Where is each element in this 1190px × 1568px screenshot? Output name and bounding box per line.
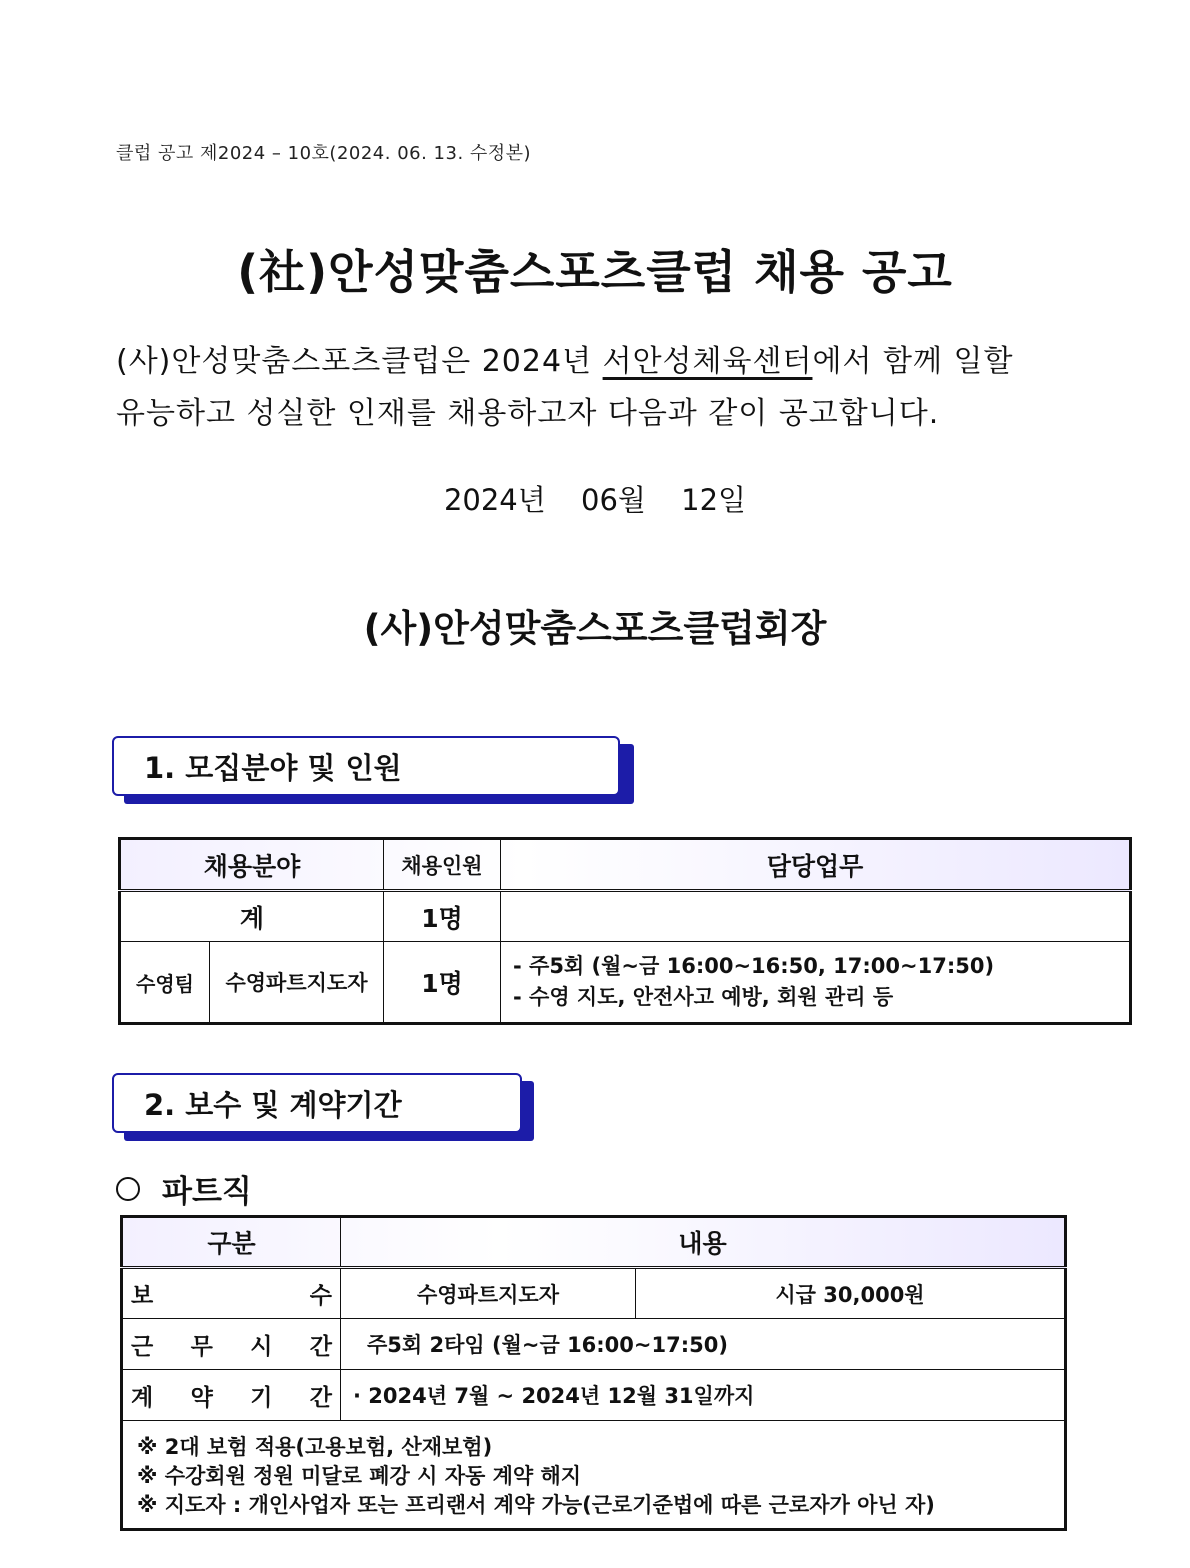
section-2-heading-box: [112, 1073, 522, 1133]
note-line: ※ 2대 보험 적용(고용보험, 산재보험): [137, 1435, 493, 1459]
col-header-count: 채용인원: [384, 839, 501, 891]
duties-cell: [501, 942, 1131, 1024]
note-line: ※ 지도자 : 개인사업자 또는 프리랜서 계약 가능(근로기준법에 따른 근로자가 아닌 자): [137, 1493, 935, 1517]
pay-position: 수영파트지도자: [341, 1268, 636, 1319]
col-header-content: 내용: [341, 1217, 1066, 1268]
count-cell: 1명: [384, 942, 501, 1024]
section-1-heading: [112, 736, 636, 806]
total-count: 1명: [384, 891, 501, 942]
label-char: 근: [131, 1333, 154, 1360]
pay-row: [122, 1268, 1066, 1319]
recruitment-table: [118, 837, 1132, 1025]
intro-paragraph: [116, 336, 1076, 440]
issuer: (사)안성맞춤스포츠클럽회장: [363, 607, 827, 650]
section-1-heading-box: [112, 736, 620, 796]
notes-cell: [122, 1421, 1066, 1530]
contract-label-spread: [123, 1379, 340, 1412]
label-char: 기: [250, 1384, 273, 1411]
pay-label: [122, 1268, 341, 1319]
contract-value: · 2024년 7월 ~ 2024년 12월 31일까지: [341, 1370, 1066, 1421]
label-char: 무: [190, 1333, 213, 1360]
label-char: 약: [190, 1384, 213, 1411]
notice-number: 클럽 공고 제2024 – 10호(2024. 06. 13. 수정본): [116, 143, 532, 164]
total-label: 계: [120, 891, 384, 942]
duty-line: - 주5회 (월~금 16:00~16:50, 17:00~17:50): [513, 954, 995, 978]
position-cell: 수영파트지도자: [210, 942, 384, 1024]
col-header-field: 채용분야: [120, 839, 384, 891]
label-char: 수: [309, 1283, 332, 1309]
hours-label: [122, 1319, 341, 1370]
hours-label-spread: [123, 1328, 340, 1361]
hours-value: 주5회 2타임 (월~금 16:00~17:50): [341, 1319, 1066, 1370]
label-char: 간: [309, 1333, 332, 1360]
label-char: 보: [131, 1283, 154, 1309]
section-2-heading: [112, 1073, 536, 1143]
table-header-row: [122, 1217, 1066, 1268]
pay-amount: 시급 30,000원: [636, 1268, 1066, 1319]
compensation-table: [120, 1215, 1067, 1531]
section-1-heading-text: 1. 모집분야 및 인원: [144, 750, 402, 785]
table-row: [120, 942, 1131, 1024]
hours-row: [122, 1319, 1066, 1370]
col-header-duties: 담당업무: [501, 839, 1131, 891]
note-line: ※ 수강회원 정원 미달로 폐강 시 자동 계약 해지: [137, 1464, 582, 1488]
col-header-category: 구분: [122, 1217, 341, 1268]
intro-venue: 서안성체육센터: [602, 344, 813, 379]
team-cell: 수영팀: [120, 942, 210, 1024]
table-header-row: [120, 839, 1131, 891]
section-2-heading-text: 2. 보수 및 계약기간: [144, 1087, 402, 1122]
contract-row: [122, 1370, 1066, 1421]
announcement-date: 2024년 06월 12일: [443, 483, 747, 517]
label-char: 간: [309, 1384, 332, 1411]
circle-bullet-icon: [116, 1177, 140, 1201]
page-title: (社)안성맞춤스포츠클럽 채용 공고: [237, 245, 953, 299]
pay-label-spread: [123, 1277, 340, 1310]
intro-text-b: 에서 함께 일할: [812, 344, 1014, 379]
notes-row: [122, 1421, 1066, 1530]
part-time-label: 파트직: [162, 1174, 252, 1210]
label-char: 계: [131, 1384, 154, 1411]
total-row: [120, 891, 1131, 942]
label-char: 시: [250, 1333, 273, 1360]
intro-text-a: (사)안성맞춤스포츠클럽은 2024년: [116, 344, 603, 379]
contract-label: [122, 1370, 341, 1421]
part-time-subheading: [116, 1166, 252, 1211]
intro-line-2: 유능하고 성실한 인재를 채용하고자 다음과 같이 공고합니다.: [116, 396, 940, 431]
intro-line-1: [116, 336, 1076, 388]
duty-line: - 수영 지도, 안전사고 예방, 회원 관리 등: [513, 985, 894, 1009]
total-duties: [501, 891, 1131, 942]
